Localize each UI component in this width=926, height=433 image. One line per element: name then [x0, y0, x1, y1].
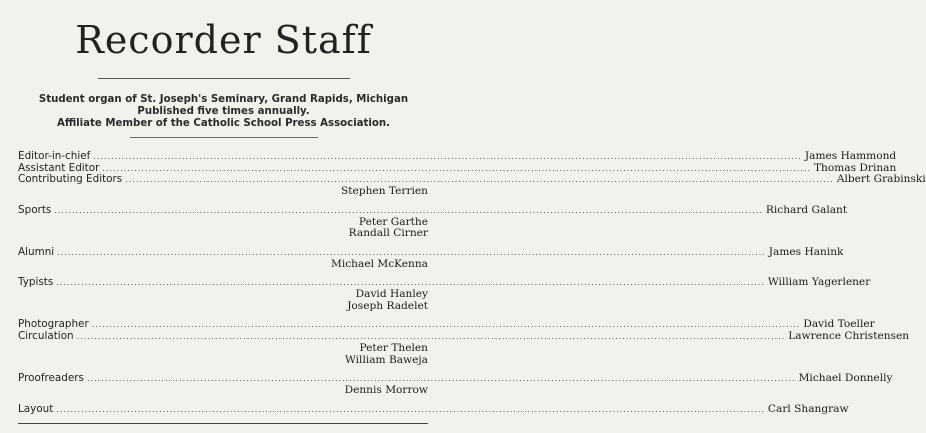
masthead-info [6, 94, 441, 130]
bottom-divider [18, 423, 428, 424]
staff-name: Michael McKenna [331, 257, 428, 270]
staff-role: Proofreaders [18, 372, 84, 385]
staff-name: Stephen Terrien [341, 185, 428, 198]
staff-name: David Toeller [803, 318, 875, 331]
staff-role: Editor-in-chief [18, 150, 91, 162]
staff-row [18, 318, 875, 331]
staff-role: Typists [18, 276, 54, 289]
section-divider [130, 137, 318, 138]
group-spacer [18, 198, 428, 205]
staff-name: Lawrence Christensen [788, 330, 910, 343]
group-spacer [18, 240, 428, 247]
staff-name: Joseph Radelet [347, 299, 428, 312]
staff-name: Thomas Drinan [813, 161, 897, 174]
staff-name: William Baweja [344, 353, 428, 366]
staff-name: Peter Garthe [358, 215, 428, 228]
leader-dots: ........................................................................................................................................................................................................ [54, 205, 763, 215]
leader-dots: ........................................................................................................................................................................................................ [91, 320, 801, 330]
leader-dots: ........................................................................................................................................................................................................ [56, 278, 765, 288]
staff-role: Contributing Editors [18, 173, 123, 186]
staff-name: Carl Shangraw [767, 402, 849, 415]
leader-dots: ........................................................................................................................................................................................................ [56, 404, 765, 414]
staff-role: Assistant Editor [18, 161, 100, 174]
staff-row [18, 402, 849, 416]
staff-name: Dennis Morrow [344, 383, 428, 396]
staff-role: Sports [18, 203, 52, 216]
leader-dots: ........................................................................................................................................................................................................ [76, 332, 786, 342]
leader-dots: ........................................................................................................................................................................................................ [102, 163, 811, 173]
leader-dots: ........................................................................................................................................................................................................ [86, 374, 796, 384]
staff-name: James Hammond [804, 150, 897, 162]
staff-role: Photographer [18, 318, 89, 331]
staff-name: William Yagerlener [767, 276, 871, 289]
staff-name: Albert Grabinski [836, 173, 926, 186]
staff-name: Richard Galant [765, 203, 848, 216]
info-line: Affiliate Member of the Catholic School Press Association. [56, 118, 391, 129]
info-line: Student organ of St. Joseph's Seminary, Grand Rapids, Michigan [38, 94, 409, 105]
leader-dots: ........................................................................................................................................................................................................ [125, 175, 834, 185]
staff-row [18, 245, 844, 259]
staff-name: Peter Thelen [359, 341, 428, 354]
staff-name: James Hanink [768, 245, 844, 258]
staff-name: Randall Cirner [348, 227, 428, 240]
staff-role: Circulation [18, 330, 74, 343]
staff-role: Layout [18, 402, 54, 415]
info-line: Published five times annually. [137, 106, 310, 117]
title-divider [98, 78, 350, 79]
staff-role: Alumni [18, 245, 55, 258]
staff-name: David Hanley [355, 288, 428, 301]
group-spacer [18, 397, 428, 404]
staff-row [18, 203, 848, 217]
staff-name: Michael Donnelly [798, 372, 893, 385]
page-title: Recorder Staff [75, 18, 372, 62]
group-spacer [18, 270, 428, 277]
leader-dots: ........................................................................................................................................................................................................ [57, 247, 766, 257]
staff-list [18, 150, 926, 415]
staff-row [18, 150, 897, 163]
leader-dots: ........................................................................................................................................................................................................ [93, 152, 802, 161]
